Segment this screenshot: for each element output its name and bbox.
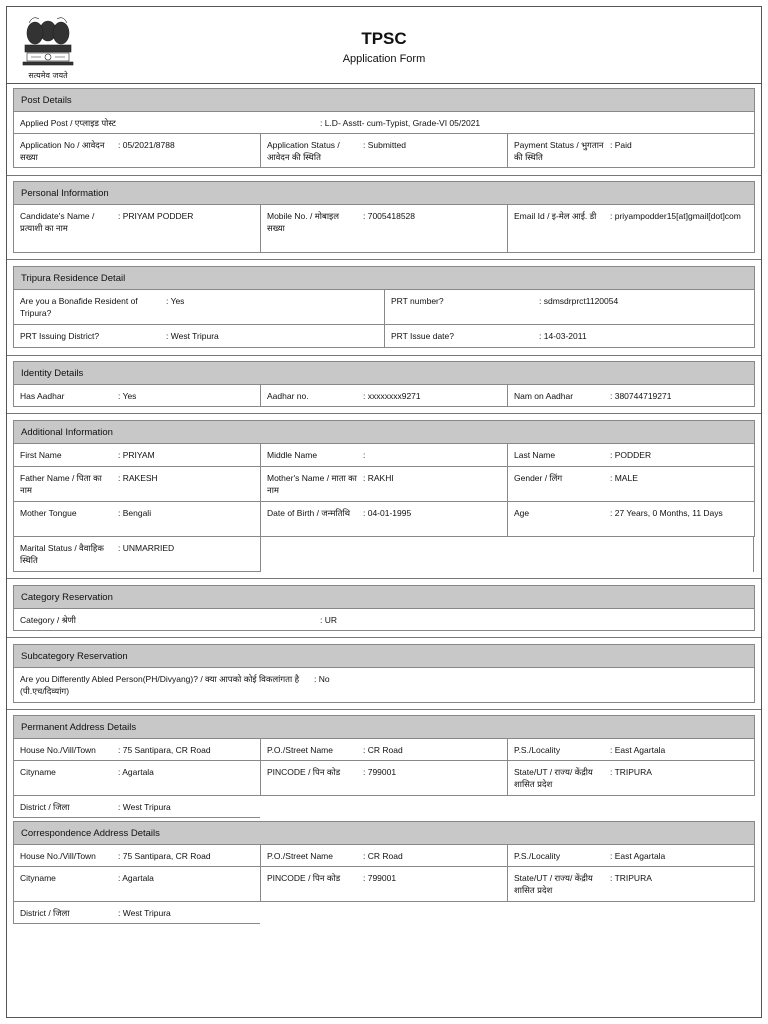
field-value: : 04-01-1995 bbox=[363, 508, 412, 518]
field-label: PRT Issue date? bbox=[391, 331, 455, 341]
field-label: PINCODE / पिन कोड bbox=[267, 767, 341, 777]
field-label: Age bbox=[514, 508, 530, 518]
table-row bbox=[13, 668, 755, 703]
permanent-address-section bbox=[13, 715, 755, 818]
table-row bbox=[13, 796, 755, 818]
field-value: : PRIYAM PODDER bbox=[118, 211, 194, 221]
field-value: : 380744719271 bbox=[610, 391, 672, 401]
form-header bbox=[7, 7, 761, 84]
field-value: : 799001 bbox=[363, 873, 397, 883]
field-label: Candidate's Name / प्रत्याशी का नाम bbox=[20, 211, 95, 233]
application-form-page bbox=[6, 6, 762, 1018]
table-row bbox=[13, 134, 755, 168]
field-label: P.S./Locality bbox=[514, 745, 561, 755]
field-value: : 75 Santipara, CR Road bbox=[118, 851, 211, 861]
field-label: PRT number? bbox=[391, 296, 444, 306]
field-label: Gender / लिंग bbox=[514, 473, 563, 483]
field-label: State/UT / राज्य/ केंद्रीय शासित प्रदेश bbox=[514, 767, 593, 789]
table-row bbox=[13, 325, 755, 348]
field-value: : CR Road bbox=[363, 745, 403, 755]
field-label: District / जिला bbox=[20, 802, 70, 812]
correspondence-address-section bbox=[13, 821, 755, 924]
table-row bbox=[13, 845, 755, 867]
field-value: : 7005418528 bbox=[363, 211, 415, 221]
table-row bbox=[13, 867, 755, 902]
field-label: Cityname bbox=[20, 767, 56, 777]
table-row bbox=[13, 902, 755, 924]
field-label: Are you Differently Abled Person(PH/Divyang)? / क्या आपको कोई विकलांगता है (पी.एच/दिव्यांग) bbox=[20, 674, 300, 696]
section-heading: Tripura Residence Detail bbox=[13, 266, 755, 290]
table-row bbox=[13, 761, 755, 796]
section-heading: Category Reservation bbox=[13, 585, 755, 609]
field-label: Last Name bbox=[514, 450, 556, 460]
field-value: : Agartala bbox=[118, 873, 154, 883]
field-label: Aadhar no. bbox=[267, 391, 309, 401]
field-label: Father Name / पिता का नाम bbox=[20, 473, 102, 495]
field-value: : West Tripura bbox=[118, 908, 171, 918]
field-label: First Name bbox=[20, 450, 62, 460]
divider bbox=[7, 259, 761, 260]
field-value: : 27 Years, 0 Months, 11 Days bbox=[610, 508, 723, 518]
divider bbox=[7, 413, 761, 414]
section-heading: Personal Information bbox=[13, 181, 755, 205]
category-reservation-section bbox=[13, 585, 755, 631]
field-value: : Paid bbox=[610, 140, 632, 150]
field-value: : West Tripura bbox=[166, 331, 219, 341]
field-label: Has Aadhar bbox=[20, 391, 65, 401]
table-row bbox=[13, 609, 755, 631]
field-label: Category / श्रेणी bbox=[20, 615, 76, 625]
field-value: : PRIYAM bbox=[118, 450, 155, 460]
field-label: Email Id / इ-मेल आई. डी bbox=[514, 211, 597, 221]
table-row bbox=[13, 537, 755, 572]
page-subtitle: Application Form bbox=[342, 53, 426, 65]
field-label: Nam on Aadhar bbox=[514, 391, 574, 401]
divider bbox=[7, 578, 761, 579]
field-value: : Yes bbox=[166, 296, 185, 306]
field-value: : West Tripura bbox=[118, 802, 171, 812]
table-row bbox=[13, 502, 755, 537]
field-label: Mother Tongue bbox=[20, 508, 77, 518]
field-label: PINCODE / पिन कोड bbox=[267, 873, 341, 883]
table-row bbox=[13, 112, 755, 134]
divider bbox=[7, 709, 761, 710]
field-label: Application Status / आवेदन की स्थिति bbox=[267, 140, 340, 162]
field-value: : TRIPURA bbox=[610, 767, 652, 777]
page-title: TPSC bbox=[361, 29, 407, 48]
field-value: : UNMARRIED bbox=[118, 543, 175, 553]
field-value: : Yes bbox=[118, 391, 137, 401]
field-label: P.O./Street Name bbox=[267, 745, 333, 755]
field-label: Are you a Bonafide Resident of Tripura? bbox=[20, 296, 138, 318]
field-value: : bbox=[363, 450, 366, 460]
section-heading: Correspondence Address Details bbox=[13, 821, 755, 845]
field-label: Date of Birth / जन्मतिथि bbox=[267, 508, 351, 518]
field-label: Marital Status / वैवाहिक स्थिति bbox=[20, 543, 104, 565]
table-row bbox=[13, 205, 755, 253]
field-label: Application No / आवेदन सख्या bbox=[20, 140, 105, 162]
field-value: : sdmsdrprct1120054 bbox=[539, 296, 619, 306]
table-row bbox=[13, 385, 755, 407]
section-heading: Permanent Address Details bbox=[13, 715, 755, 739]
table-row bbox=[13, 290, 755, 325]
field-label: P.O./Street Name bbox=[267, 851, 333, 861]
field-value: : 799001 bbox=[363, 767, 397, 777]
field-value: : L.D- Asstt- cum-Typist, Grade-VI 05/2021 bbox=[320, 118, 481, 128]
field-value: : East Agartala bbox=[610, 851, 666, 861]
field-value: : MALE bbox=[610, 473, 638, 483]
field-value: : Submitted bbox=[363, 140, 406, 150]
field-value: : 05/2021/8788 bbox=[118, 140, 175, 150]
field-label: P.S./Locality bbox=[514, 851, 561, 861]
field-value: : TRIPURA bbox=[610, 873, 652, 883]
additional-information-section bbox=[13, 420, 755, 572]
field-value: : xxxxxxxx9271 bbox=[363, 391, 421, 401]
field-value: : No bbox=[314, 674, 330, 684]
table-row bbox=[13, 444, 755, 467]
field-label: District / जिला bbox=[20, 908, 70, 918]
field-label: Payment Status / भुगतान की स्थिति bbox=[514, 140, 604, 162]
field-label: State/UT / राज्य/ केंद्रीय शासित प्रदेश bbox=[514, 873, 593, 895]
emblem-motto: सत्यमेव जयते bbox=[28, 71, 68, 80]
field-value: : 75 Santipara, CR Road bbox=[118, 745, 211, 755]
field-label: Middle Name bbox=[267, 450, 318, 460]
field-value: : UR bbox=[320, 615, 337, 625]
divider bbox=[7, 175, 761, 176]
field-label: PRT Issuing District? bbox=[20, 331, 100, 341]
field-value: : Agartala bbox=[118, 767, 154, 777]
field-label: Mobile No. / मोबाइल सख्या bbox=[267, 211, 339, 233]
field-label: Mother's Name / माता का नाम bbox=[267, 473, 357, 495]
personal-information-section bbox=[13, 181, 755, 253]
identity-details-section bbox=[13, 361, 755, 407]
table-row bbox=[13, 467, 755, 502]
field-label: House No./Vill/Town bbox=[20, 851, 96, 861]
subcategory-reservation-section bbox=[13, 644, 755, 703]
divider bbox=[7, 355, 761, 356]
field-value: : Bengali bbox=[118, 508, 152, 518]
post-details-section bbox=[13, 88, 755, 168]
section-heading: Identity Details bbox=[13, 361, 755, 385]
section-heading: Additional Information bbox=[13, 420, 755, 444]
field-label: Applied Post / एप्लाइड पोस्ट bbox=[20, 118, 116, 128]
field-value: : priyampodder15[at]gmail[dot]com bbox=[610, 211, 741, 221]
field-label: House No./Vill/Town bbox=[20, 745, 96, 755]
divider bbox=[7, 637, 761, 638]
section-heading: Post Details bbox=[13, 88, 755, 112]
field-value: : CR Road bbox=[363, 851, 403, 861]
residence-detail-section bbox=[13, 266, 755, 348]
table-row bbox=[13, 739, 755, 761]
field-label: Cityname bbox=[20, 873, 56, 883]
field-value: : RAKHI bbox=[363, 473, 394, 483]
field-value: : PODDER bbox=[610, 450, 652, 460]
field-value: : 14-03-2011 bbox=[539, 331, 587, 341]
section-heading: Subcategory Reservation bbox=[13, 644, 755, 668]
field-value: : RAKESH bbox=[118, 473, 158, 483]
field-value: : East Agartala bbox=[610, 745, 666, 755]
